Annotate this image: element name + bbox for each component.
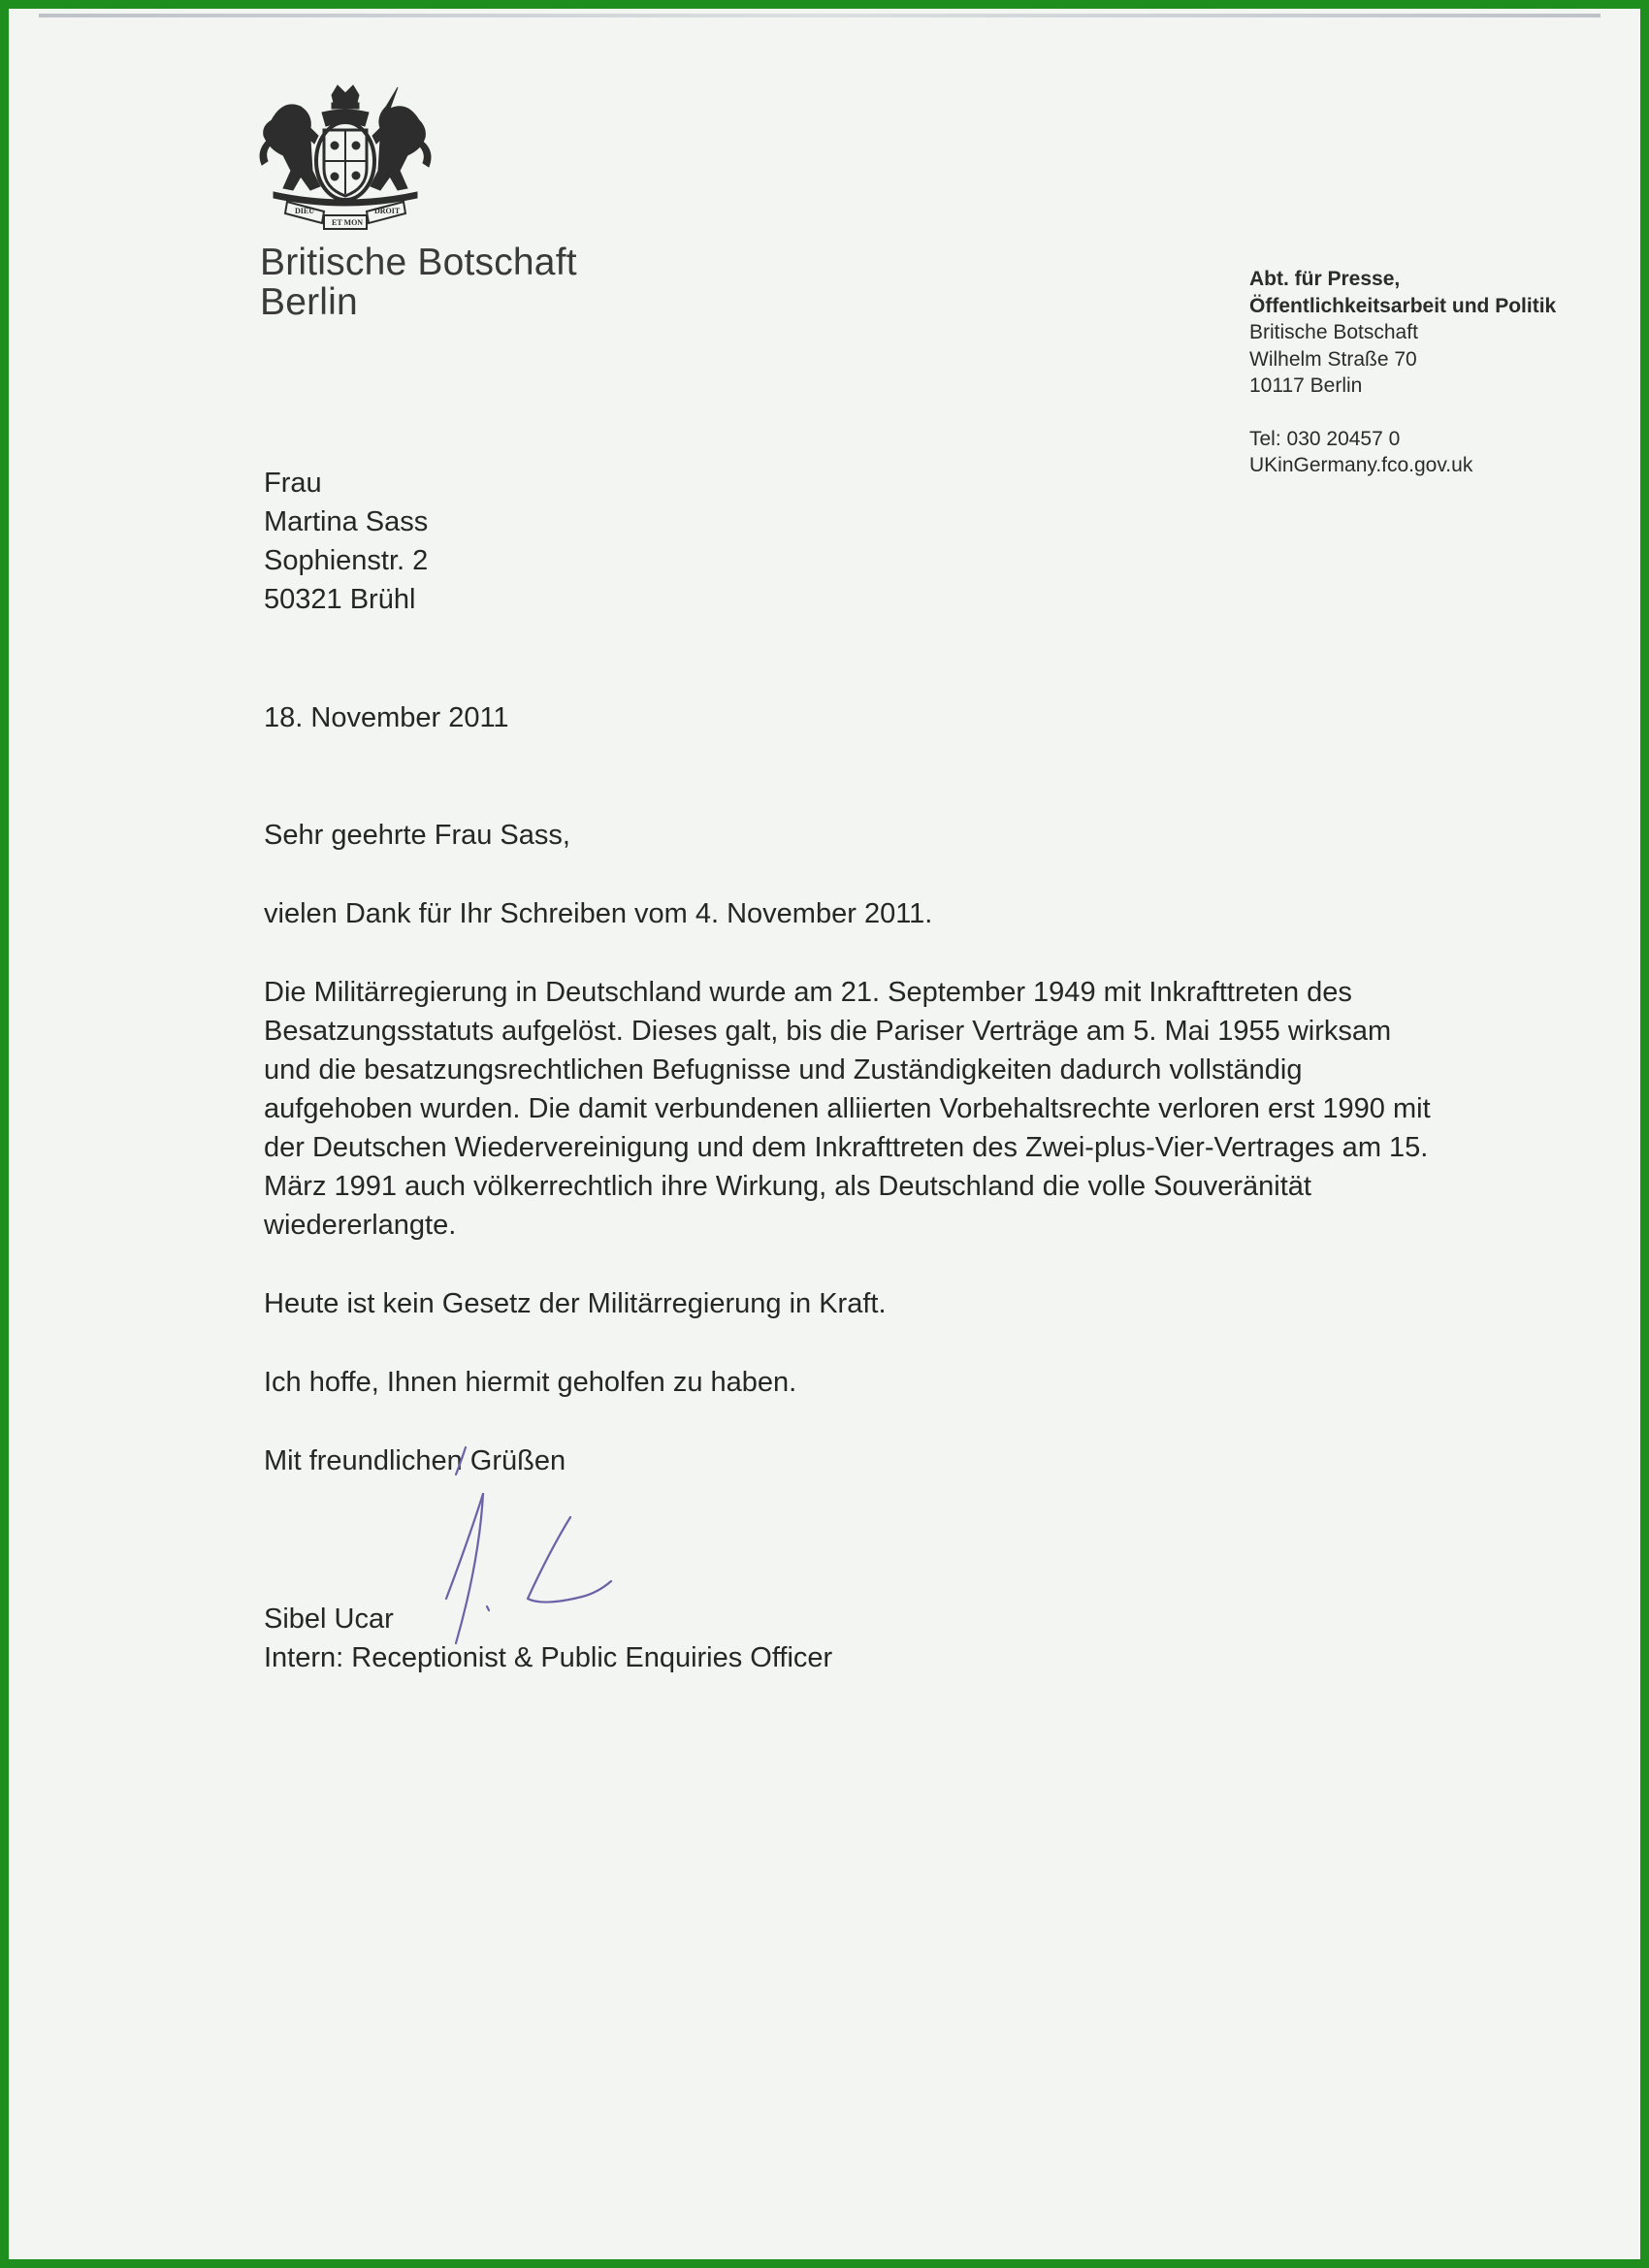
paragraph-thanks: vielen Dank für Ihr Schreiben vom 4. November 2011. xyxy=(264,898,933,929)
sender-organisation: Britische Botschaft xyxy=(1249,321,1418,343)
letter-body xyxy=(264,816,1525,1520)
embassy-name-line2: Berlin xyxy=(260,281,358,323)
sender-telephone: Tel: 030 20457 0 xyxy=(1249,427,1401,450)
recipient-city: 50321 Brühl xyxy=(264,584,416,615)
signer-name: Sibel Ucar xyxy=(264,1604,394,1635)
letter-closing: Mit freundlichen Grüßen xyxy=(264,1445,566,1476)
recipient-name: Martina Sass xyxy=(264,506,429,537)
crest-motto-right: DROIT xyxy=(374,207,401,215)
royal-coat-of-arms-logo xyxy=(254,81,436,237)
signer-title: Intern: Receptionist & Public Enquiries Officer xyxy=(264,1642,833,1673)
sender-department-line2: Öffentlichkeitsarbeit und Politik xyxy=(1249,294,1557,317)
scan-artifact-line xyxy=(39,14,1600,17)
paragraph-military-government xyxy=(264,973,1525,1245)
letter-date: 18. November 2011 xyxy=(264,702,509,733)
paragraph-no-law: Heute ist kein Gesetz der Militärregierung in Kraft. xyxy=(264,1288,887,1319)
paragraph-line: der Deutschen Wiedervereinigung und dem Inkrafttreten des Zwei-plus-Vier-Vertrages am 15. xyxy=(264,1132,1429,1163)
sender-address-block xyxy=(1249,266,1556,479)
recipient-address-block xyxy=(264,464,428,619)
paragraph-hope: Ich hoffe, Ihnen hiermit geholfen zu haben. xyxy=(264,1367,797,1398)
paragraph-line: und die besatzungsrechtlichen Befugnisse und Zuständigkeiten dadurch vollständig xyxy=(264,1054,1303,1085)
paragraph-line: wiedererlangte. xyxy=(264,1210,457,1241)
paragraph-line: März 1991 auch völkerrechtlich ihre Wirkung, als Deutschland die volle Souveränität xyxy=(264,1171,1311,1202)
paragraph-line: Besatzungsstatuts aufgelöst. Dieses galt, bis die Pariser Verträge am 5. Mai 1955 wirksam xyxy=(264,1016,1392,1047)
letter-greeting: Sehr geehrte Frau Sass, xyxy=(264,820,570,851)
paragraph-line: aufgehoben wurden. Die damit verbundenen alliierten Vorbehaltsrechte verloren erst 1990 mit xyxy=(264,1093,1431,1124)
embassy-name-line1: Britische Botschaft xyxy=(260,242,577,283)
crest-motto-mid: ET MON xyxy=(332,218,364,227)
sender-department-line1: Abt. für Presse, xyxy=(1249,268,1401,290)
sender-street: Wilhelm Straße 70 xyxy=(1249,347,1417,371)
recipient-salutation: Frau xyxy=(264,468,322,499)
crest-motto-left: DIEU xyxy=(295,207,315,215)
embassy-name xyxy=(260,243,577,322)
recipient-street: Sophienstr. 2 xyxy=(264,545,429,576)
sender-website: UKinGermany.fco.gov.uk xyxy=(1249,454,1473,476)
signer-block xyxy=(264,1600,832,1677)
sender-city: 10117 Berlin xyxy=(1249,374,1363,397)
paragraph-line: Die Militärregierung in Deutschland wurde am 21. September 1949 mit Inkrafttreten des xyxy=(264,977,1352,1008)
